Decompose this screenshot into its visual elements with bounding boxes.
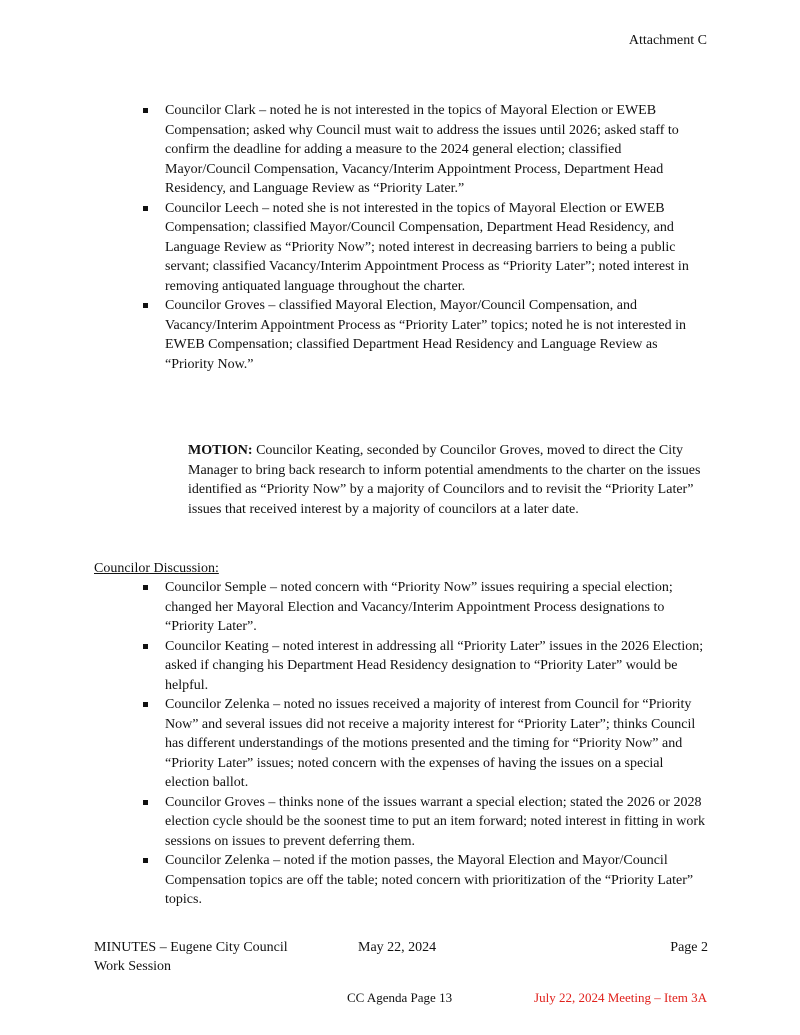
list-item: Councilor Groves – classified Mayoral Election, Mayor/Council Compensation, and Vacancy/Interim Appointment Process as “Priority Later” topics; noted he is not interested in EWEB Compensation; classified Department Head Residency and Language Review as “Priority Now.” [165, 296, 710, 374]
list-item: Councilor Semple – noted concern with “Priority Now” issues requiring a special election; changed her Mayoral Election and Vacancy/Interim Appointment Process designations to “Priority Later”. [165, 578, 710, 637]
footer-page-number: Page 2 [670, 940, 708, 955]
meeting-label: July 22, 2024 Meeting – Item 3A [534, 990, 707, 1005]
list-item: Councilor Keating – noted interest in addressing all “Priority Later” issues in the 2026 Election; asked if changing his Department Head Residency designation to “Priority Later” would be helpful. [165, 637, 710, 696]
list-item: Councilor Zelenka – noted no issues received a majority of interest from Council for “Priority Now” and several issues did not receive a majority interest for “Priority Later”; thinks Council has different understandings of the motions presented and the timing for “Priority Now” and “Priority Later” issues; noted concern with the expenses of having the issues on a special election ballot. [165, 695, 710, 793]
councilor-comments-list [165, 101, 710, 374]
motion-label: MOTION: [188, 443, 253, 458]
footer-minutes-line2: Work Session [94, 959, 172, 974]
agenda-page: CC Agenda Page 13 [347, 990, 453, 1005]
attachment-label: Attachment C [628, 33, 707, 48]
footer-minutes-line1: MINUTES – Eugene City Council [94, 940, 288, 955]
list-item: Councilor Zelenka – noted if the motion passes, the Mayoral Election and Mayor/Council Compensation topics are off the table; noted concern with prioritization of the “Priority Later” topics. [165, 851, 710, 910]
list-item: Councilor Clark – noted he is not interested in the topics of Mayoral Election or EWEB Compensation; asked why Council must wait to address the issues until 2026; asked staff to confirm the deadline for adding a measure to the 2024 general election; classified Mayor/Council Compensation, Vacancy/Interim Appointment Process, Department Head Residency, and Language Review as “Priority Later.” [165, 101, 710, 199]
list-item: Councilor Leech – noted she is not interested in the topics of Mayoral Election or EWEB Compensation; classified Mayor/Council Compensation, Department Head Residency, and Language Review as “Priority Now”; noted interest in decreasing barriers to being a public servant; classified Vacancy/Interim Appointment Process as “Priority Later”; noted interest in removing antiquated language throughout the charter. [165, 199, 710, 297]
motion-text: Councilor Keating, seconded by Councilor Groves, moved to direct the City Manager to bring back research to inform potential amendments to the charter on the issues identified as “Priority Now” by a majority of Councilors and to revisit the “Priority Later” issues that received interest by a majority of councilors at a later date. [188, 443, 701, 517]
discussion-heading: Councilor Discussion: [94, 561, 219, 576]
footer-minutes [94, 938, 288, 976]
motion-paragraph [188, 441, 710, 519]
list-item: Councilor Groves – thinks none of the issues warrant a special election; stated the 2026 or 2028 election cycle should be the soonest time to put an item forward; noted interest in fitting in work sessions on issues to prevent deferring them. [165, 793, 710, 852]
discussion-list [165, 578, 710, 910]
footer-date: May 22, 2024 [358, 940, 437, 955]
